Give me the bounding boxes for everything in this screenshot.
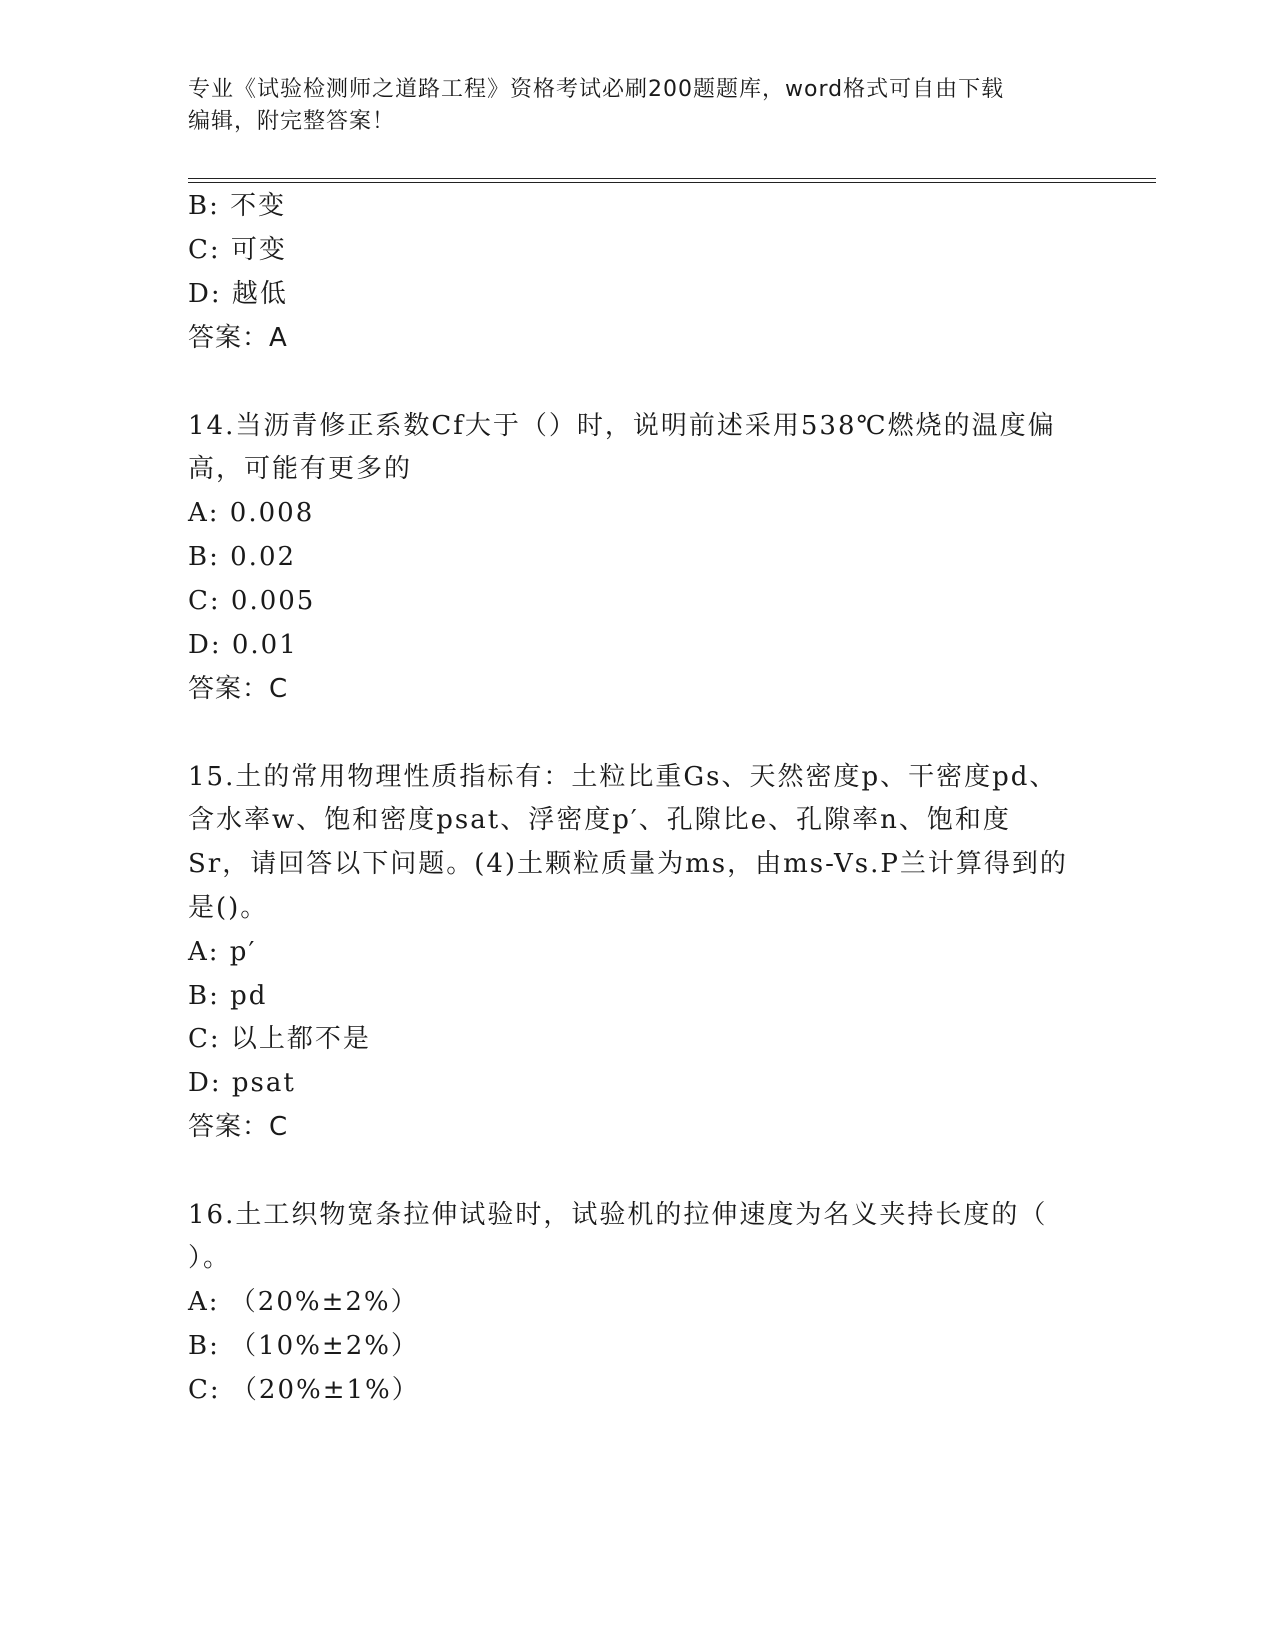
q15-option-c: C: 以上都不是 <box>188 1024 371 1054</box>
q13-option-d: D: 越低 <box>188 279 288 309</box>
document-header <box>188 74 1068 138</box>
q15-stem-line-3: Sr，请回答以下问题。(4)土颗粒质量为ms，由ms-Vs.P兰计算得到的 <box>188 849 1068 879</box>
header-line-2: 编辑，附完整答案！ <box>188 109 396 134</box>
header-line-1: 专业《试验检测师之道路工程》资格考试必刷200题题库，word格式可自由下载 <box>188 77 1005 102</box>
header-divider-top <box>188 178 1156 179</box>
q14-stem-line-1: 14.当沥青修正系数Cf大于（）时，说明前述采用538℃燃烧的温度偏 <box>188 411 1056 441</box>
q16-option-a: A: （20%±2%） <box>188 1287 419 1317</box>
q14-option-c: C: 0.005 <box>188 586 316 616</box>
q13-option-b: B: 不变 <box>188 191 287 221</box>
q13-answer: 答案：A <box>188 323 288 353</box>
q16-option-c: C: （20%±1%） <box>188 1375 420 1405</box>
q16-stem-line-1: 16.土工织物宽条拉伸试验时，试验机的拉伸速度为名义夹持长度的（ <box>188 1200 1048 1230</box>
q15-stem-line-1: 15.土的常用物理性质指标有：土粒比重Gs、天然密度p、干密度pd、 <box>188 762 1058 792</box>
q16-option-b: B: （10%±2%） <box>188 1331 419 1361</box>
q14-option-d: D: 0.01 <box>188 630 298 660</box>
q15-option-d: D: psat <box>188 1068 296 1098</box>
header-divider-bottom <box>188 182 1156 183</box>
q14-answer: 答案：C <box>188 674 289 704</box>
q13-option-c: C: 可变 <box>188 235 287 265</box>
q15-stem-line-4: 是()。 <box>188 893 269 923</box>
q14-option-a: A: 0.008 <box>188 498 315 528</box>
q15-option-a: A: p′ <box>188 937 257 967</box>
q15-answer: 答案：C <box>188 1112 289 1142</box>
q14-option-b: B: 0.02 <box>188 542 297 572</box>
q14-stem-line-2: 高，可能有更多的 <box>188 454 413 484</box>
q15-option-b: B: pd <box>188 981 268 1011</box>
q16-stem-line-2: ）。 <box>188 1243 232 1273</box>
q15-stem-line-2: 含水率w、饱和密度psat、浮密度p′、孔隙比e、孔隙率n、饱和度 <box>188 805 1011 835</box>
